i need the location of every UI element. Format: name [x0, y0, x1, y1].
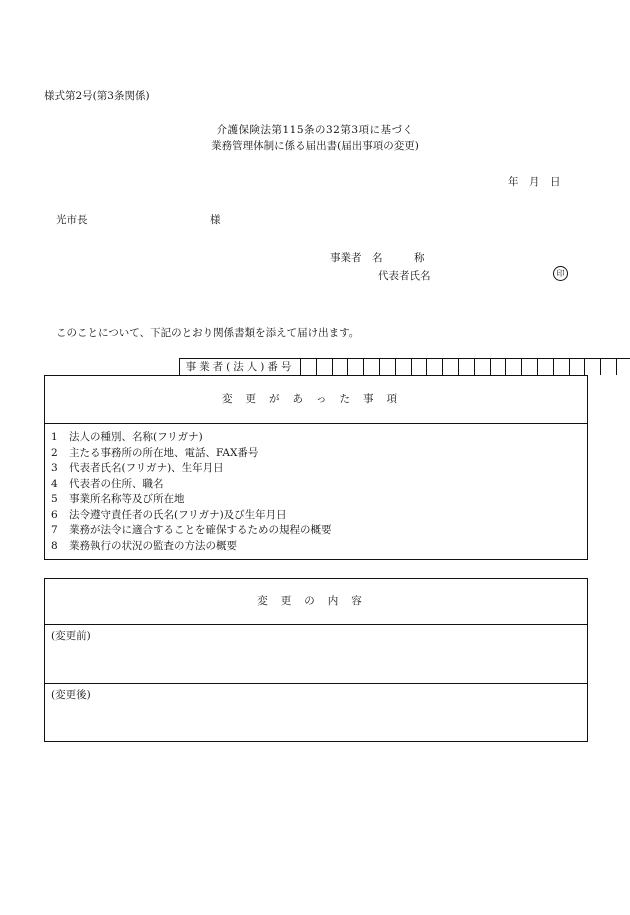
business-number-cell[interactable] [333, 359, 349, 375]
list-item[interactable]: 6 法令遵守責任者の氏名(フリガナ)及び生年月日 [51, 508, 287, 521]
business-number-cell[interactable] [396, 359, 412, 375]
business-number-cell[interactable] [554, 359, 570, 375]
changed-items-table [44, 375, 588, 560]
business-name-label: 事業者 名 称 [330, 252, 425, 264]
business-number-cell[interactable] [601, 359, 617, 375]
list-item[interactable]: 8 業務執行の状況の監査の方法の概要 [51, 539, 237, 552]
before-change-label: (変更前) [51, 630, 91, 642]
after-change-field[interactable] [45, 684, 587, 743]
business-number-label: 事業者(法人)番号 [180, 359, 301, 375]
business-number-cell[interactable] [348, 359, 364, 375]
statement-text: このことについて、下記のとおり関係書類を添えて届け出ます。 [56, 327, 360, 339]
business-number-cell[interactable] [585, 359, 601, 375]
before-change-field[interactable] [45, 625, 587, 684]
business-number-cell[interactable] [317, 359, 333, 375]
seal-mark: 印 [553, 266, 568, 281]
change-content-table [44, 578, 588, 742]
changed-items-heading: 変更があった事項 [45, 376, 587, 424]
after-change-label: (変更後) [51, 689, 91, 701]
date-field[interactable]: 年 月 日 [508, 176, 561, 188]
business-number-cell[interactable] [459, 359, 475, 375]
business-number-cell[interactable] [412, 359, 428, 375]
business-number-cell[interactable] [522, 359, 538, 375]
business-number-field [179, 358, 630, 375]
business-number-cell[interactable] [475, 359, 491, 375]
business-number-cell[interactable] [380, 359, 396, 375]
list-item[interactable]: 3 代表者氏名(フリガナ)、生年月日 [51, 462, 224, 474]
list-item[interactable]: 1 法人の種別、名称(フリガナ) [51, 431, 203, 443]
business-number-cell[interactable] [506, 359, 522, 375]
business-number-cell[interactable] [301, 359, 317, 375]
list-item[interactable]: 2 主たる事務所の所在地、電話、FAX番号 [51, 446, 259, 459]
addressee-honorific: 様 [210, 214, 221, 226]
business-number-cell[interactable] [364, 359, 380, 375]
changed-items-list [45, 424, 587, 554]
change-content-heading: 変更の内容 [45, 579, 587, 625]
form-number: 様式第2号(第3条関係) [44, 90, 150, 102]
list-item[interactable]: 5 事業所名称等及び所在地 [51, 493, 185, 505]
business-number-cell[interactable] [617, 359, 630, 375]
business-number-cell[interactable] [427, 359, 443, 375]
addressee: 光市長 [56, 214, 88, 226]
list-item[interactable]: 4 代表者の住所、職名 [51, 477, 164, 490]
business-number-cell[interactable] [570, 359, 586, 375]
document-title-line-2: 業務管理体制に係る届出書(届出事項の変更) [211, 140, 419, 152]
business-number-cell[interactable] [538, 359, 554, 375]
representative-name-label: 代表者氏名 [378, 270, 431, 282]
business-number-cell[interactable] [443, 359, 459, 375]
list-item[interactable]: 7 業務が法令に適合することを確保するための規程の概要 [51, 524, 332, 536]
business-number-cell[interactable] [491, 359, 507, 375]
document-title-line-1: 介護保険法第115条の32第3項に基づく [216, 124, 414, 136]
